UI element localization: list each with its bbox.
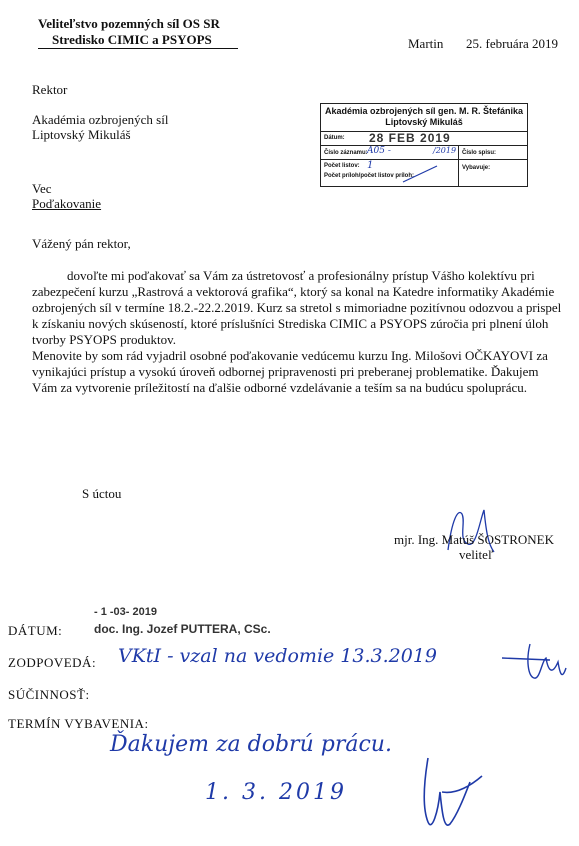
subject-label: Vec — [32, 181, 52, 196]
recipient-line1: Akadémia ozbrojených síl — [32, 112, 169, 127]
resolution-date: 1. 3. 2019 — [205, 780, 347, 805]
stamp-file-label: Číslo spisu: — [462, 150, 497, 156]
body-p1-line2: zabezpečení kurzu „Rastrová a vektorová grafika“, ktorý sa konal na Katedre informatiky Akadémie — [32, 284, 555, 299]
received-date-stamp: - 1 -03- 2019 — [94, 606, 157, 618]
stamp-row-date — [321, 131, 527, 146]
org-name-line2: Stredisko CIMIC a PSYOPS — [38, 32, 238, 49]
sucinnost-label: SÚČINNOSŤ: — [8, 687, 90, 702]
body-p1-line5: tvorby PSYOPS produktov. — [32, 332, 176, 347]
closing: S úctou — [82, 486, 122, 501]
stamp-divider — [458, 145, 459, 186]
stamp-record-value: A05 - — [367, 146, 391, 156]
datum-label: DÁTUM: — [8, 623, 63, 638]
letter-date: 25. februára 2019 — [466, 36, 559, 51]
body-p1-line1: dovoľte mi poďakovať sa Vám za ústretovosť a profesionálny prístup Vášho kolektívu pri — [67, 268, 535, 283]
stamp-date-value: 28 FEB 2019 — [369, 131, 451, 145]
body-p2-line1: Menovite by som rád vyjadril osobné poďakovanie vedúcemu kurzu Ing. Milošovi OČKAYOVI za — [32, 348, 548, 363]
recipient-title: Rektor — [32, 82, 68, 97]
stamp-record-label: Číslo záznamu: — [324, 150, 368, 156]
letter-body — [32, 268, 562, 396]
zodpoveda-initials — [500, 640, 575, 685]
resolution-signature — [398, 752, 488, 837]
body-p2-line2: vynikajúci prístup a vysokú úroveň odbornej pripravenosti pri preberanej problematike. Ďakujem — [32, 364, 539, 379]
stamp-attachments-label: Počet príloh/počet listov príloh: — [324, 173, 415, 179]
stamp-sheets-value: 1 — [367, 160, 374, 171]
stamp-pen-stroke — [401, 162, 441, 184]
subject-value: Poďakovanie — [32, 196, 102, 211]
stamp-sheets-label: Počet listov: — [324, 163, 360, 169]
recipient-line2: Liptovský Mikuláš — [32, 127, 131, 142]
resolution-note: Ďakujem za dobrú prácu. — [110, 732, 392, 757]
stamp-record-year: /2019 — [433, 146, 457, 155]
body-p1-line3: ozbrojených síl v termíne 18.2.-22.2.2019. Kurz sa stretol s mimoriadne pozitívnou odozvou a prispel — [32, 300, 562, 315]
body-p1-line4: k získaniu nových skúseností, ktoré príslušníci Strediska CIMIC a PSYOPS zúročia pri plnení úloh — [32, 316, 549, 331]
org-name-line1: Veliteľstvo pozemných síl OS SR — [38, 16, 220, 31]
zodpoveda-label: ZODPOVEDÁ: — [8, 655, 97, 670]
signatory-name: mjr. Ing. Matúš ŠOSTRONEK — [394, 532, 554, 547]
salutation: Vážený pán rektor, — [32, 236, 131, 251]
stamp-row-record — [321, 145, 527, 160]
zodpoveda-value: VKtI - vzal na vedomie 13.3.2019 — [118, 645, 438, 667]
datum-value: doc. Ing. Jozef PUTTERA, CSc. — [94, 622, 271, 636]
body-p2-line3: Vám za vytvorenie príležitostí na ďalšie odborné vzdelávanie a teším sa na budúcu spoluprácu. — [32, 380, 528, 395]
signatory-role: veliteľ — [459, 547, 494, 562]
stamp-title-line2: Liptovský Mikuláš — [385, 117, 463, 127]
stamp-title-line1: Akadémia ozbrojených síl gen. M. R. Štefánika — [324, 106, 524, 116]
stamp-date-label: Dátum: — [324, 135, 345, 141]
termin-label: TERMÍN VYBAVENIA: — [8, 716, 149, 731]
letter-place: Martin — [408, 36, 444, 51]
registry-stamp — [320, 103, 528, 187]
stamp-handled-label: Vybavuje: — [462, 165, 491, 171]
